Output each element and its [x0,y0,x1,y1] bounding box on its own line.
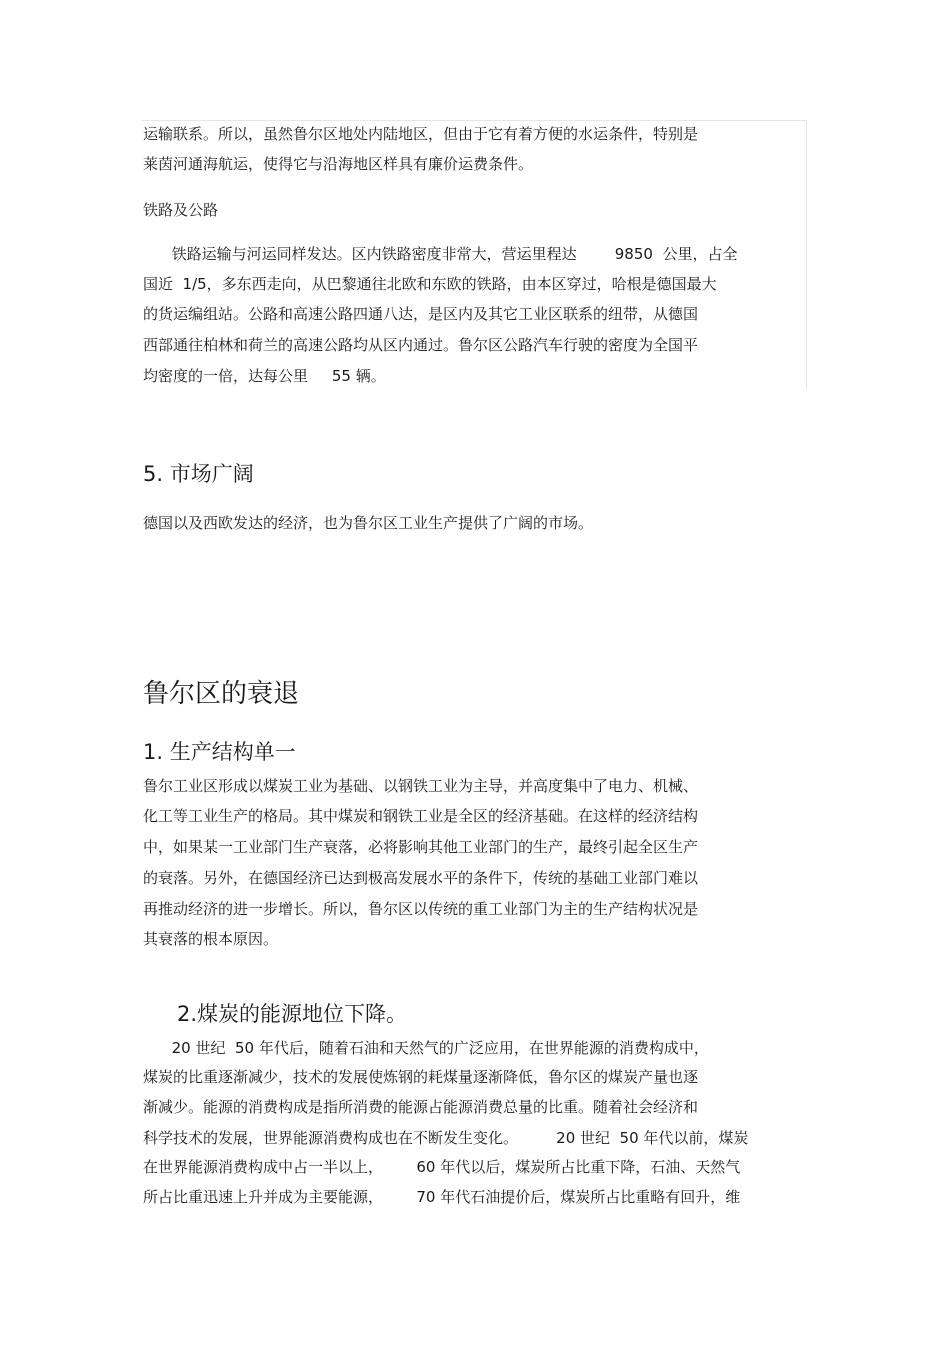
paragraph-line: 德国以及西欧发达的经济，也为鲁尔区工业生产提供了广阔的市场。 [143,514,594,532]
subheading-railway-road: 铁路及公路 [143,201,219,219]
paragraph-line: 渐减少。能源的消费构成是指所消费的能源占能源消费总量的比重。随着社会经济和 [143,1098,699,1116]
paragraph-line: 莱茵河通海航运，使得它与沿海地区样具有廉价运费条件。 [143,155,534,173]
page-title-decline: 鲁尔区的衰退 [143,679,300,709]
paragraph-line: 均密度的一倍，达每公里 55 辆。 [143,367,386,385]
paragraph-line: 其衰落的根本原因。 [143,930,279,948]
paragraph-line: 国近 1/5，多东西走向，从巴黎通往北欧和东欧的铁路，由本区穿过，哈根是德国最大 [143,275,717,293]
paragraph-line: 化工等工业生产的格局。其中煤炭和钢铁工业是全区的经济基础。在这样的经济结构 [143,807,699,825]
paragraph-line: 鲁尔工业区形成以煤炭工业为基础、以钢铁工业为主导，并高度集中了电力、机械、 [143,777,699,795]
paragraph-line: 在世界能源消费构成中占一半以上， 60 年代以后，煤炭所占比重下降，石油、天然气 [143,1158,741,1176]
paragraph-line: 所占比重迅速上升并成为主要能源， 70 年代石油提价后，煤炭所占比重略有回升，维 [143,1188,741,1206]
paragraph-line: 煤炭的比重逐渐减少，技术的发展使炼钢的耗煤量逐渐降低，鲁尔区的煤炭产量也逐 [143,1068,699,1086]
section-heading-coal: 2.煤炭的能源地位下降。 [177,1002,408,1026]
section-heading-market: 5. 市场广阔 [143,462,254,486]
paragraph-line: 西部通往柏林和荷兰的高速公路均从区内通过。鲁尔区公路汽车行驶的密度为全国平 [143,336,699,354]
paragraph-line: 再推动经济的进一步增长。所以，鲁尔区以传统的重工业部门为主的生产结构状况是 [143,900,699,918]
paragraph-line: 的衰落。另外，在德国经济已达到极高发展水平的条件下，传统的基础工业部门难以 [143,869,699,887]
paragraph-line: 的货运编组站。公路和高速公路四通八达，是区内及其它工业区联系的纽带，从德国 [143,305,699,323]
section-heading-structure: 1. 生产结构单一 [143,740,296,764]
paragraph-line: 运输联系。所以，虽然鲁尔区地处内陆地区，但由于它有着方便的水运条件，特别是 [143,125,699,143]
paragraph-line: 铁路运输与河运同样发达。区内铁路密度非常大，营运里程达 9850 公里，占全 [143,245,738,263]
paragraph-line: 20 世纪 50 年代后，随着石油和天然气的广泛应用，在世界能源的消费构成中， [143,1039,709,1057]
paragraph-line: 中，如果某一工业部门生产衰落，必将影响其他工业部门的生产，最终引起全区生产 [143,838,699,856]
paragraph-line: 科学技术的发展，世界能源消费构成也在不断发生变化。 20 世纪 50 年代以前，煤炭 [143,1129,749,1147]
